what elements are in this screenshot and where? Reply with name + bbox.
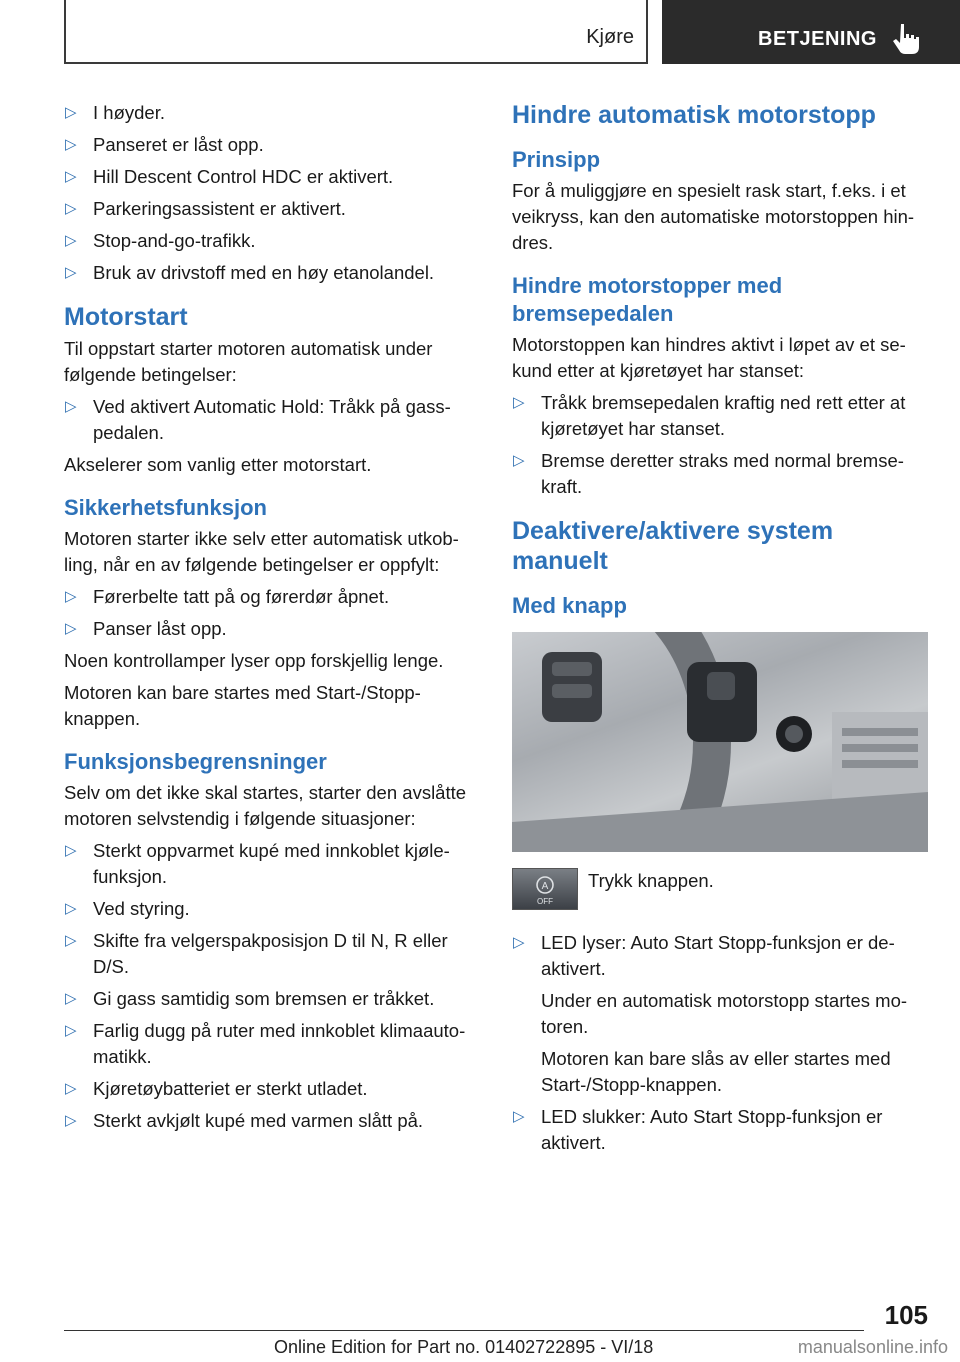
list-item: ▷ Panser låst opp. [64,616,480,642]
button-instruction-row [512,868,928,914]
list-item: ▷ Sterkt oppvarmet kupé med innkoblet kjøle-funksjon. [65,840,450,887]
footer-divider [64,1330,864,1331]
triangle-bullet-icon: ▷ [65,1112,77,1129]
triangle-bullet-icon: ▷ [65,990,77,1007]
triangle-bullet-icon: ▷ [513,1108,525,1125]
list-item: ▷ I høyder. [64,100,480,126]
sub-paragraph: Under en automatisk motorstopp startes mo-toren. [541,990,908,1037]
list-item: ▷ Ved aktivert Automatic Hold: Tråkk på gass-pedalen. [65,396,451,443]
paragraph: For å muliggjøre en spesielt rask start, f.eks. i et veikryss, kan den automatiske motorstoppen hin-dres. [512,180,915,253]
triangle-bullet-icon: ▷ [65,264,77,281]
triangle-bullet-icon: ▷ [65,842,77,859]
page-header [64,0,960,66]
left-column [64,100,480,1140]
triangle-bullet-icon: ▷ [65,900,77,917]
triangle-bullet-icon: ▷ [65,200,77,217]
list-item: ▷ Bremse deretter straks med normal bremse-kraft. [513,450,904,497]
list-item: ▷ Skifte fra velgerspakposisjon D til N, R eller D/S. [65,930,448,977]
sub-paragraph: Motoren kan bare slås av eller startes med Start-/Stopp-knappen. [541,1048,891,1095]
list-item: ▷ Bruk av drivstoff med en høy etanolandel. [64,260,480,286]
heading-bremsepedalen: Hindre motorstopper med bremsepedalen [512,273,783,326]
triangle-bullet-icon: ▷ [65,620,77,637]
list-item: ▷ Kjøretøybatteriet er sterkt utladet. [64,1076,480,1102]
heading-hindre-motorstopp: Hindre automatisk motorstopp [512,101,876,129]
header-section-box [662,0,960,64]
list-item: ▷ Sterkt avkjølt kupé med varmen slått på. [64,1108,480,1134]
button-label-a: A [541,881,549,892]
heading-sikkerhetsfunksjon: Sikkerhetsfunksjon [64,495,267,520]
paragraph: Motoren kan bare startes med Start-/Stopp-knappen. [64,682,421,729]
list-item: ▷ Parkeringsassistent er aktivert. [64,196,480,222]
list-item: ▷ LED lyser: Auto Start Stopp-funksjon er de-aktivert. [513,932,895,979]
triangle-bullet-icon: ▷ [65,932,77,949]
list-item: ▷ Hill Descent Control HDC er aktivert. [64,164,480,190]
list-item: ▷ Gi gass samtidig som bremsen er tråkket. [64,986,480,1012]
header-chapter-box [64,0,648,64]
list-item: ▷ Stop-and-go-trafikk. [64,228,480,254]
list-item: ▷ Farlig dugg på ruter med innkoblet klimaauto-matikk. [65,1020,466,1067]
header-chapter: Kjøre [586,26,634,48]
page-number: 105 [884,1300,928,1330]
list-item: ▷ Panseret er låst opp. [64,132,480,158]
paragraph: Noen kontrollamper lyser opp forskjellig lenge. [64,650,444,671]
triangle-bullet-icon: ▷ [513,394,525,411]
paragraph: Selv om det ikke skal startes, starter den avslåtte motoren selvstendig i følgende situasjoner: [64,782,467,829]
triangle-bullet-icon: ▷ [65,104,77,121]
triangle-bullet-icon: ▷ [65,398,77,415]
triangle-bullet-icon: ▷ [65,232,77,249]
watermark: manualsonline.info [797,1337,948,1357]
heading-funksjonsbegrensninger: Funksjonsbegrensninger [64,749,327,774]
paragraph: Motorstoppen kan hindres aktivt i løpet av et se-kund etter at kjøretøyet har stanset: [512,334,906,381]
auto-start-stop-button-icon [512,868,578,910]
triangle-bullet-icon: ▷ [65,588,77,605]
heading-motorstart: Motorstart [64,303,188,331]
list-item: ▷ Ved styring. [64,896,480,922]
list-item: ▷ Tråkk bremsepedalen kraftig ned rett etter at kjøretøyet har stanset. [513,392,906,439]
list-item: ▷ Førerbelte tatt på og førerdør åpnet. [64,584,480,610]
triangle-bullet-icon: ▷ [65,1080,77,1097]
paragraph: Motoren starter ikke selv etter automatisk utkob-ling, når en av følgende betingelser er oppfylt: [64,528,459,575]
hand-pointer-icon [892,22,922,56]
triangle-bullet-icon: ▷ [513,452,525,469]
triangle-bullet-icon: ▷ [65,168,77,185]
button-label-off: OFF [537,897,553,906]
triangle-bullet-icon: ▷ [513,934,525,951]
heading-prinsipp: Prinsipp [512,147,601,172]
list-item: ▷ LED slukker: Auto Start Stopp-funksjon er aktivert. [513,1106,883,1153]
paragraph: Akselerer som vanlig etter motorstart. [64,454,372,475]
button-caption: Trykk knappen. [588,870,714,891]
heading-deaktivere-system: Deaktivere/aktivere system manuelt [512,517,834,575]
right-column [512,100,928,1162]
steering-column-photo [512,632,928,852]
heading-med-knapp: Med knapp [512,593,627,618]
triangle-bullet-icon: ▷ [65,136,77,153]
steering-wheel-illustration [512,632,928,852]
footer-edition: Online Edition for Part no. 01402722895 - VI/18 [274,1337,654,1357]
header-section: BETJENING [758,28,877,50]
triangle-bullet-icon: ▷ [65,1022,77,1039]
paragraph: Til oppstart starter motoren automatisk under følgende betingelser: [64,338,433,385]
